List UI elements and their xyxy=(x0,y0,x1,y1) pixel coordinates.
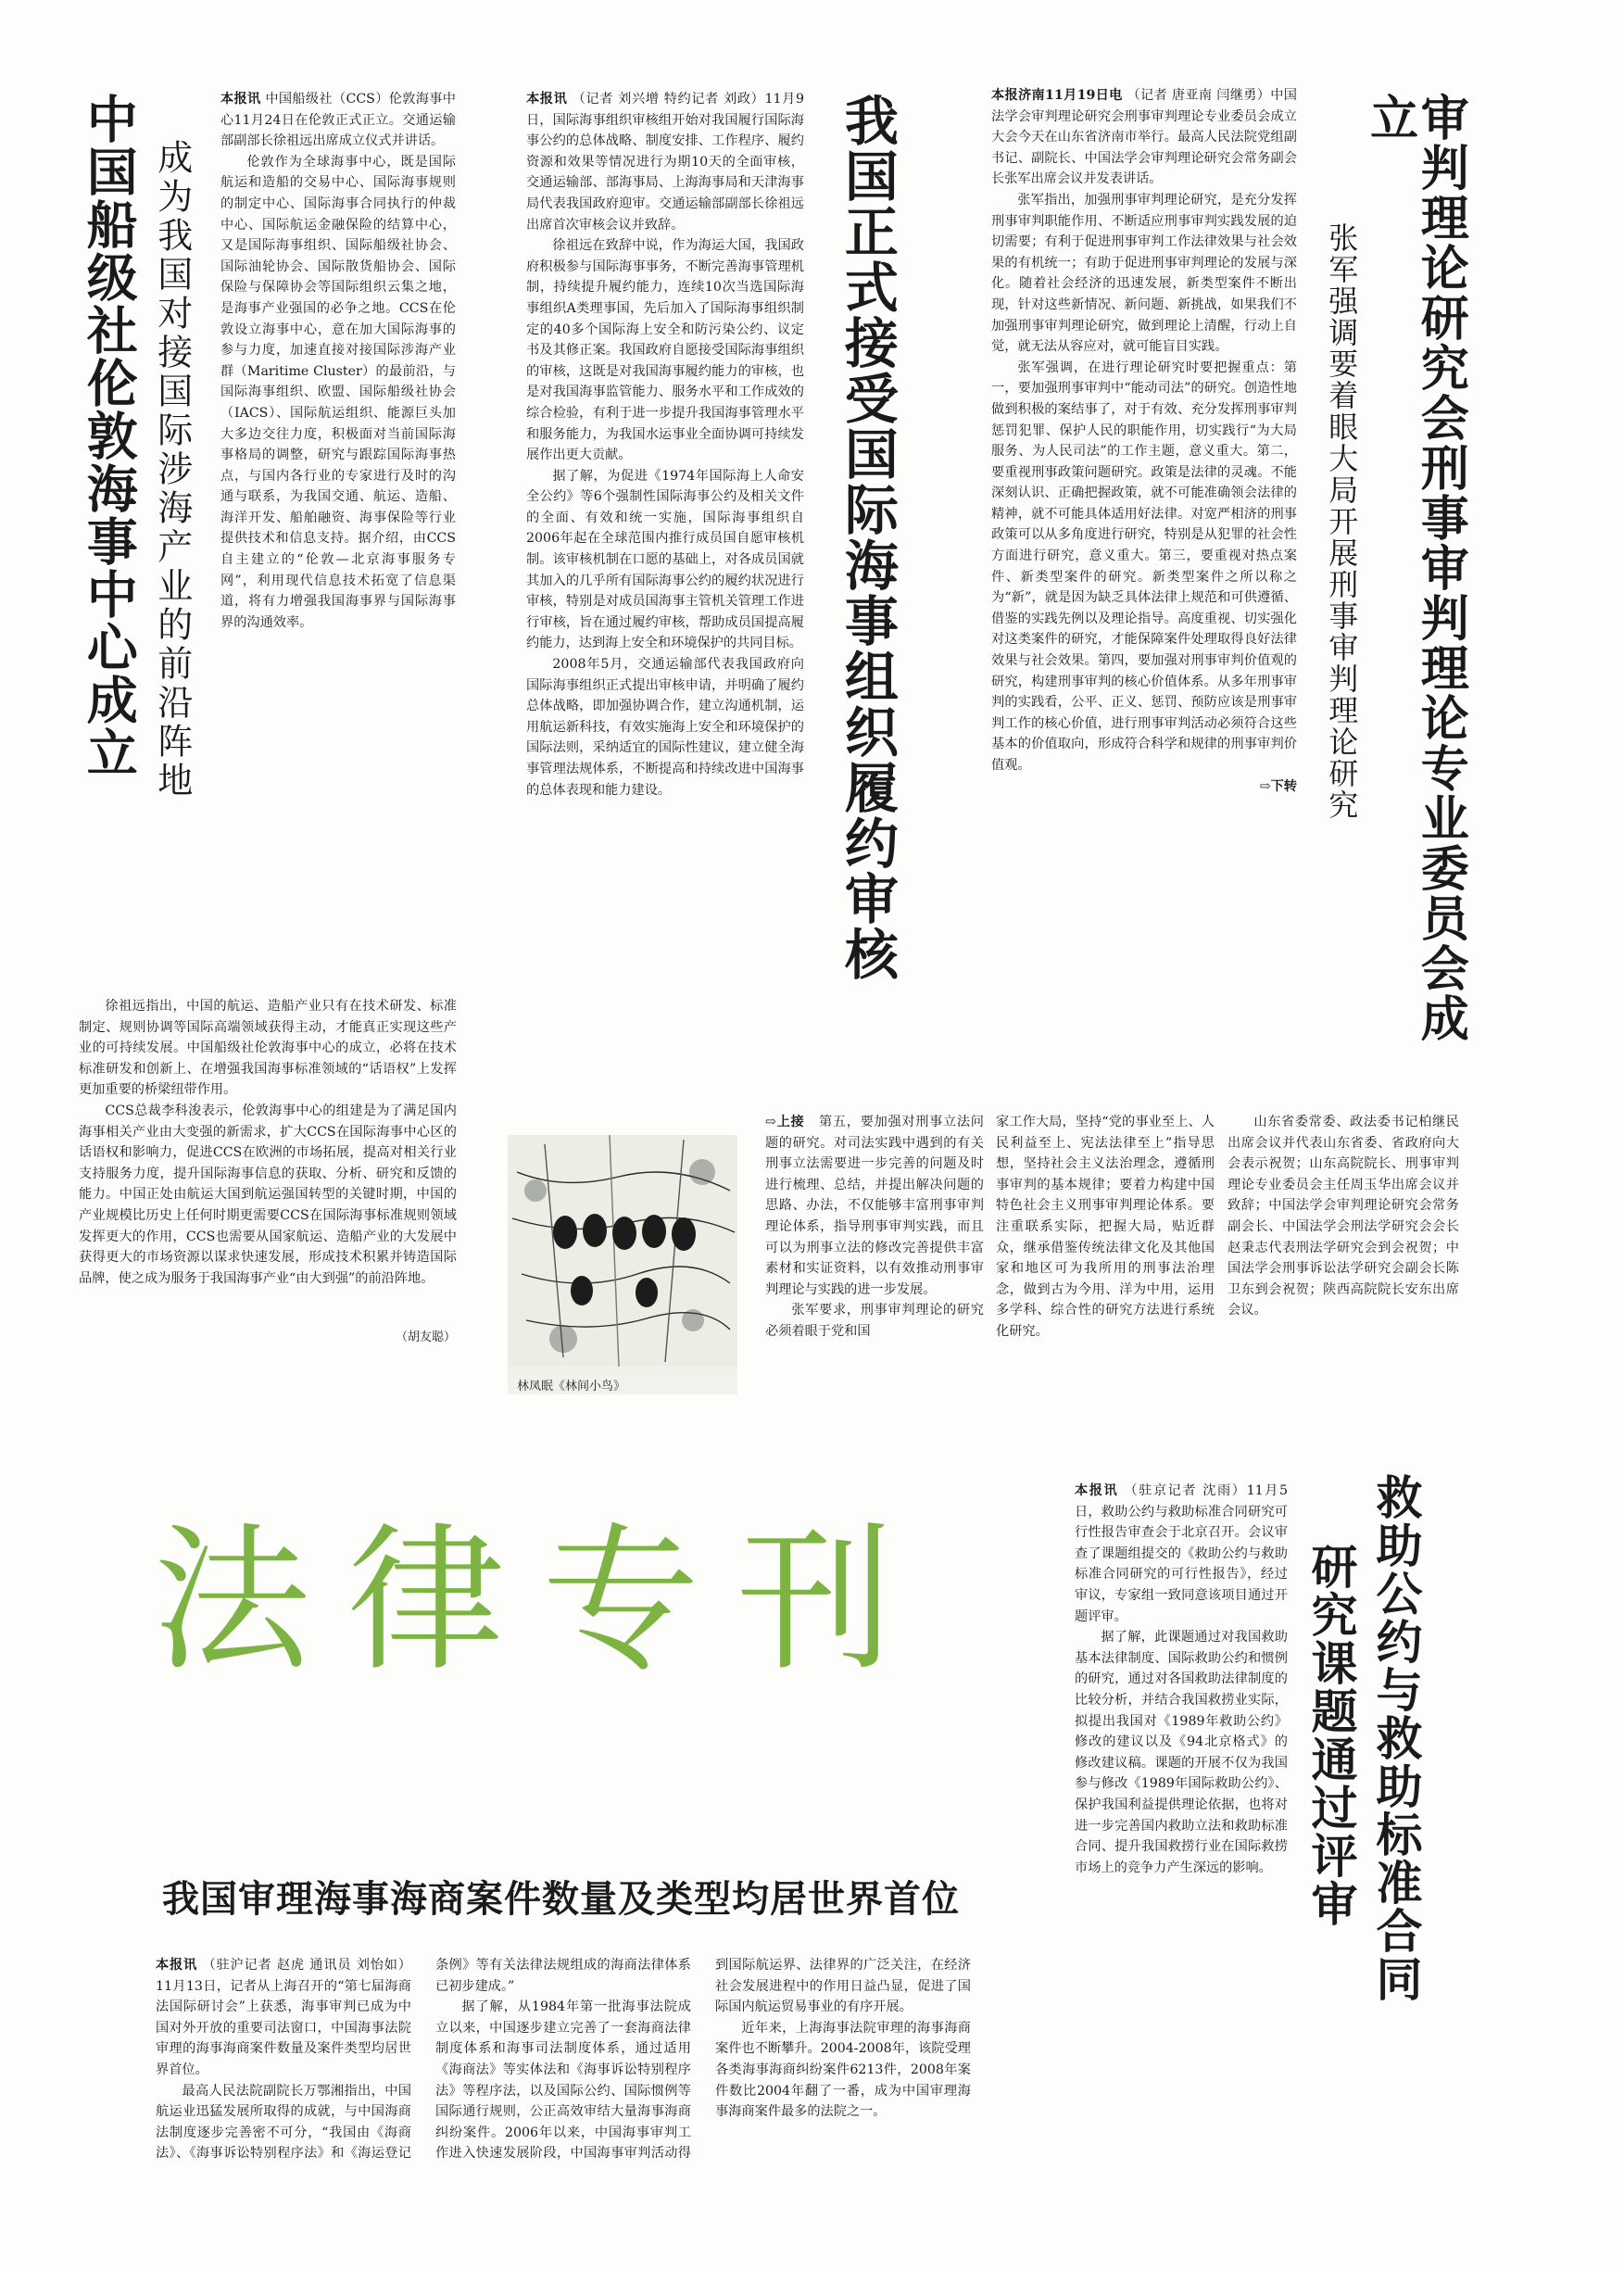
article4-lead: 本报讯 xyxy=(1075,1483,1119,1498)
article3-cont-col1 xyxy=(765,1112,984,1405)
article1-p1: 中国船级社（CCS）伦敦海事中心11月24日在伦敦正式正立。交通运输部副部长徐祖远出席成立仪式并讲话。 xyxy=(220,92,456,149)
article4-byline: （驻京记者 沈雨） xyxy=(1124,1483,1247,1498)
article4-p2: 据了解，此课题通过对我国救助基本法律制度、国际救助公约和惯例的研究，通过对各国救助法律制度的比较分析，并结合我国救捞业实际，拟提出我国对《1989年救助公约》修改的建议以及《94北京格式》的修改建议稿。课题的开展不仅为我国参与修改《1989年国际救助公约》、保护我国利益提供理论依据，也将对进一步完善国内救助立法和救助标准合同、提升我国救捞行业在国际救捞市场上的竞争力产生深远的影响。 xyxy=(1075,1630,1288,1875)
article1-subtitle: 成为我国对接国际涉海产业的前沿阵地 xyxy=(151,139,193,801)
article3-p3: 张军强调，在进行理论研究时要把握重点：第一，要加强刑事审判中“能动司法”的研究。创造性地做到积极的案结事了，对于有效、充分发挥刑事审判惩罚犯罪、保护人民的职能作用，切实践行“为大局服务、为人民司法”的工作主题，意义重大。第二，要重视刑事政策问题研究。政策是法律的灵魂。不能深刻认识、正确把握政策，就不可能准确领会法律的精神，就不可能具体适用好法律。对宽严相济的刑事政策可以从多角度进行研究，特别是从犯罪的社会性方面进行研究，意义重大。第三，要重视对热点案件、新类型案件的研究。新类型案件之所以称之为“新”，就是因为缺乏具体法律上规范和可供遵循、借鉴的实践先例以及理论指导。高度重视、切实强化对这类案件的研究，才能保障案件处理取得良好法律效果与社会效果。第四，要加强对刑事审判价值观的研究，构建刑事审判的核心价值体系。从多年刑事审判的实践看，公平、正义、惩罚、预防应该是刑事审判工作的核心价值，进行刑事审判活动必须符合这些基本的价值取向，形成符合科学和规律的刑事审判价值观。 xyxy=(991,359,1297,773)
article3-title: 审判理论研究会刑事审判理论专业委员会成立 xyxy=(1361,93,1469,1043)
painting-image xyxy=(508,1135,737,1394)
article3-cont-from: 上接 xyxy=(775,1115,805,1129)
article1-p3: 徐祖远指出，中国的航运、造船产业只有在技术研发、标准制定、规则协调等国际高端领域获得主动，才能真正实现这些产业的可持续发展。中国船级社伦敦海事中心的成立，必将在技术标准研发和创新上、在增强我国海事标准领域的“话语权”上发挥更加重要的桥梁纽带作用。 xyxy=(79,999,457,1098)
article2-title: 我国正式接受国际海事组织履约审核 xyxy=(835,93,899,982)
article3-cont-col2 xyxy=(996,1112,1215,1405)
article2-p3: 据了解，为促进《1974年国际海上人命安全公约》等6个强制性国际海事公约及相关文件的全面、有效和统一实施，国际海事组织自2006年起在全球范围内推行成员国自愿审核机制。该审核机制在口愿的基础上，对各成员国就其加入的几乎所有国际海事公约的履约状况进行审核，特别是对成员国海事主管机关管理工作进行审核，旨在通过履约审核，帮助成员国提高履约能力，达到海上安全和环境保护的共同目标。 xyxy=(526,468,804,651)
article3-c2-start: 张军要求，刑事审判理论的研究必须着眼于党和国 xyxy=(765,1303,984,1339)
article2-p4: 2008年5月，交通运输部代表我国政府向国际海事组织正式提出审核申请，并明确了履约总体战略，即加强协调合作，建立沟通机制，运用航运新科技，有效实施海上安全和环境保护的国际法则，采纳适宜的国际性建议，建立健全海事管理法规体系，不断提高和持续改进中国海事的总体表现和能力建设。 xyxy=(526,657,804,798)
article1-signature: （胡友聪） xyxy=(395,1330,456,1344)
article2-lead: 本报讯 xyxy=(526,92,568,107)
article2-byline: （记者 刘兴增 特约记者 刘政） xyxy=(572,92,765,107)
article4-title-col2: 研究课题通过评审 xyxy=(1303,1543,1359,1928)
continued-arrow-icon: ⇨ xyxy=(1259,778,1271,794)
article5-body xyxy=(156,1955,971,2242)
article1-p4: CCS总裁李科浚表示，伦敦海事中心的组建是为了满足国内海事相关产业由大变强的新需求，扩大CCS在国际海事中心区的话语权和影响力，促进CCS在欧洲的市场拓展，提高对相关行业支持服务力度，提升国际海事信息的获取、分析、研究和反馈的能力。中国正处由航运大国到航运强国转型的关键时期，中国的产业规模比历史上任何时期更需要CCS在国际海事标准规则领域发挥更大的作用，CCS也需要从国家航运、造船产业的大发展中获得更大的市场资源以谋求快速发展，形成技术积累并铸造国际品牌，使之成为服务于我国海事产业“由大到强”的前沿阵地。 xyxy=(79,1103,457,1286)
article5-p3: 据了解，从1984年第一批海事法院成立以来，中国逐步建立完善了一套海商法律制度体系和海事司法制度体系，通过适用《海商法》等实体法和《海事诉讼特别程序法》等程序法，以及国际公约、国际惯例等国际通行规则，公正高效审结大量海事海商纠纷案件。2006年以来，中国海事审判工作进入快速发展阶段，中国海事审判活动得到国际航运界、法律界的广泛关注，在经济社会发展进程中的作用日益凸显，促进了国际国内航运贸易事业的有序开展。 xyxy=(435,1958,971,2162)
article2-body xyxy=(526,89,804,1099)
article5-p2: 最高人民法院副院长万鄂湘指出，中国航运业迅猛发展所取得的成就，与中国海商法制度逐步完善密不可分，“我国由《海商法》、《海事诉讼特别程序法》和《海运登记条例》等有关法律法规组成的海商法律体系已初步建成。” xyxy=(156,1958,691,2162)
article1-body-lower xyxy=(79,996,457,1322)
article3-subtitle: 张军强调要着眼大局开展刑事审判理论研究 xyxy=(1324,222,1360,821)
article2-p2: 徐祖远在致辞中说，作为海运大国，我国政府积极参与国际海事事务，不断完善海事管理机制，持续提升履约能力，连续10次当选国际海事组织A类理事国，先后加入了国际海事组织制定的40多个国际海上安全和防污染公约、议定书及其修正案。我国政府自愿接受国际海事组织的审核，这既是对我国海事履约能力的审核，也是对我国海事监管能力、服务水平和工作成效的综合检验，有利于进一步提升我国海事管理水平和服务能力，为我国水运事业全面协调可持续发展作出更大贡献。 xyxy=(526,238,804,463)
article3-p1: 中国法学会审判理论研究会刑事审判理论专业委员会成立大会今天在山东省济南市举行。最高人民法院党组副书记、副院长、中国法学会审判理论研究会常务副会长张军出席会议并发表讲话。 xyxy=(991,88,1297,187)
article5-title: 我国审理海事海商案件数量及类型均居世界首位 xyxy=(162,1877,960,1921)
painting-caption: 林凤眠《林间小鸟》 xyxy=(517,1380,626,1394)
article5-lead: 本报讯 xyxy=(156,1958,198,1973)
article3-lead: 本报济南11月19日电 xyxy=(991,88,1123,103)
cont-from-arrow-icon: ⇨ xyxy=(765,1115,776,1129)
article3-p2: 张军指出，加强刑事审判理论研究，是充分发挥刑事审判职能作用、不断适应刑事审判实践发展的迫切需要；有利于促进刑事审判工作法律效果与社会效果的有机统一；有助于促进刑事审判理论的发展与深化。随着社会经济的迅速发展，新类型案件不断出现，针对这些新情况、新问题、新挑战，如果我们不加强刑事审判理论研究，做到理论上清醒，行动上自觉，就无法从容应对，就可能盲目实践。 xyxy=(991,192,1297,355)
article5-byline: （驻沪记者 赵虎 通讯员 刘怡如） xyxy=(202,1958,411,1973)
article5-p1: 11月13日，记者从上海召开的“第七届海商法国际研讨会”上获悉，海事审判已成为中国对外开放的重要司法窗口，中国海事法院审理的海事海商案件数量及案件类型均居世界首位。 xyxy=(156,1978,411,2077)
birds-painting-icon xyxy=(508,1135,737,1367)
article3-c2: 家工作大局，坚持“党的事业至上、人民利益至上、宪法法律至上”指导思想，坚持社会主义法治理念，遵循刑事审判的基本规律；要着力构建中国特色社会主义刑事审判理论体系。要注重联系实际，把握大局，贴近群众，继承借鉴传统法律文化及其他国家和地区可为我所用的刑事法治理念，做到古为今用、洋为中用，运用多学科、综合性的研究方法进行系统化研究。 xyxy=(996,1115,1215,1339)
article3-c3: 山东省委常委、政法委书记柏继民出席会议并代表山东省委、省政府向大会表示祝贺；山东高院院长、刑事审判理论专业委员会主任周玉华出席会议并致辞；中国法学会审判理论研究会常务副会长、中国法学会刑法学研究会会长赵秉志代表刑法学研究会到会祝贺；中国法学会刑事诉讼法学研究会副会长陈卫东到会祝贺；陕西高院院长安东出席会议。 xyxy=(1227,1115,1459,1318)
article3-byline: （记者 唐亚南 闫继勇） xyxy=(1127,88,1271,103)
article4-p1: 11月5日，救助公约与救助标准合同研究可行性报告审查会于北京召开。会议审查了课题组提交的《救助公约与救助标准合同研究的可行性报告》，经过审议，专家组一致同意该项目通过开题评审。 xyxy=(1075,1483,1288,1624)
article2-p1: 11月9日，国际海事组织审核组开始对我国履行国际海事公约的总体战略、制度安排、工作程序、履约资源和效果等情况进行为期10天的全面审核，交通运输部、部海事局、上海海事局和天津海事局代表我国政府迎审。交通运输部副部长徐祖远出席首次审核会议并致辞。 xyxy=(526,92,804,233)
article1-title: 中国船级社伦敦海事中心成立 xyxy=(78,93,139,779)
article3-c1: 第五，要加强对刑事立法问题的研究。对司法实践中遇到的有关刑事立法需要进一步完善的问题及时进行梳理、总结，并提出解决问题的思路、办法，不仅能够丰富刑事审判理论体系，指导刑事审判实践，而且可以为刑事立法的修改完善提供丰富素材和实证资料，以有效推动刑事审判理论与实践的进一步发展。 xyxy=(765,1115,984,1297)
masthead-title: 法律专刊 xyxy=(153,1509,932,1693)
article1-p2: 伦敦作为全球海事中心，既是国际航运和造船的交易中心、国际海事规则的制定中心、国际海事合同执行的仲裁中心、国际航运金融保险的结算中心，又是国际海事组织、国际船级社协会、国际油轮协会、国际散货船协会、国际保险与保障协会等国际组织云集之地，是海事产业强国的必争之地。CCS在伦敦设立海事中心，意在加大国际海事的参与力度，加速直接对接国际涉海产业群（Maritime Cluster）的最前沿，与国际海事组织、欧盟、国际船级社协会（IACS）、国际航运组织、能源巨头加大多边交往力度，积极面对当前国际海事格局的调整，研究与跟踪国际海事热点，与国内各行业的专家进行及时的沟通与联系，为我国交通、航运、造船、海洋开发、船舶融资、海事保险等行业提供技术和信息支持。据介绍，由CCS自主建立的“伦敦—北京海事服务专网”，利用现代信息技术拓宽了信息渠道，将有力增强我国海事界与国际海事界的沟通效率。 xyxy=(220,154,456,630)
article1-body-upper xyxy=(220,89,456,986)
article3-body xyxy=(991,85,1297,1095)
article1-lead: 本报讯 xyxy=(220,92,261,107)
article3-cont-col3 xyxy=(1227,1112,1459,1405)
article4-body xyxy=(1075,1481,1288,2120)
article3-continued: 下转 xyxy=(1270,778,1297,794)
article5-p4: 近年来，上海海事法院审理的海事海商案件也不断攀升。2004-2008年，该院受理各类海事海商纠纷案件6213件，2008年案件数比2004年翻了一番，成为中国审理海事海商案件最多的法院之一。 xyxy=(715,2020,971,2120)
article4-title-col1: 救助公约与救助标准合同 xyxy=(1368,1473,1424,2003)
